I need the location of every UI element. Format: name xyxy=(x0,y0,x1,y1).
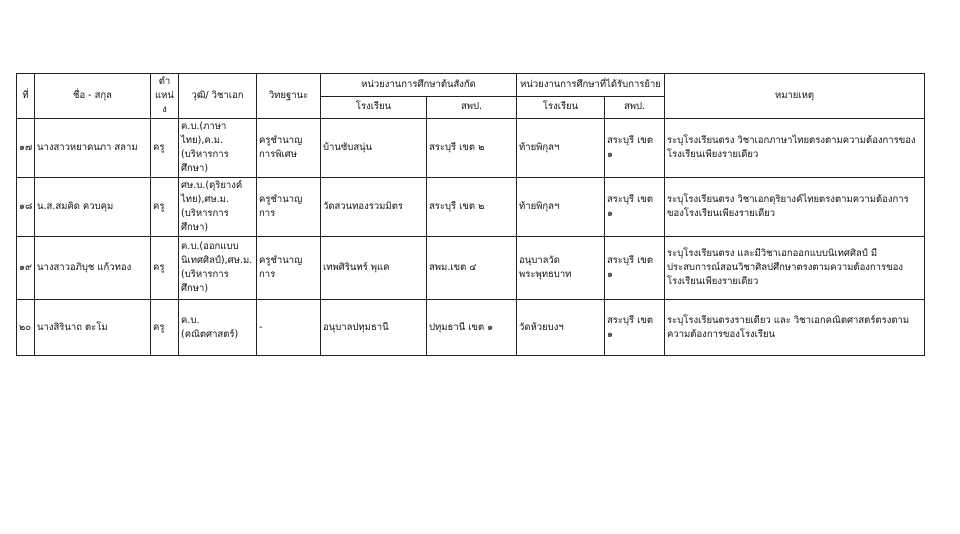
row-target-area: สระบุรี เขต ๑ xyxy=(605,178,665,237)
header-current-school: โรงเรียน xyxy=(321,96,427,119)
row-name: นางสาวหยาดนภา สลาม xyxy=(35,119,151,178)
header-current-unit: หน่วยงานการศึกษาต้นสังกัด xyxy=(321,74,517,97)
row-target-school: ท้ายพิกุลฯ xyxy=(517,178,605,237)
row-name: นางสิรินาถ ตะโม xyxy=(35,300,151,356)
row-target-area: สระบุรี เขต ๑ xyxy=(605,237,665,300)
header-remark: หมายเหตุ xyxy=(665,74,925,119)
row-current-school: วัดสวนทองรวมมิตร xyxy=(321,178,427,237)
row-position: ครู xyxy=(151,178,179,237)
header-target-unit: หน่วยงานการศึกษาที่ได้รับการย้าย xyxy=(517,74,665,97)
row-position: ครู xyxy=(151,237,179,300)
row-current-area: สระบุรี เขต ๒ xyxy=(427,119,517,178)
table-row xyxy=(17,178,925,237)
header-target-school: โรงเรียน xyxy=(517,96,605,119)
row-target-school: อนุบาลวัดพระพุทธบาท xyxy=(517,237,605,300)
row-standing: - xyxy=(257,300,321,356)
row-current-school: บ้านซับสนุ่น xyxy=(321,119,427,178)
row-standing: ครูชำนาญการพิเศษ xyxy=(257,119,321,178)
transfer-table xyxy=(16,73,925,356)
row-degree: ค.บ.(ออกแบบนิเทศศิลป์),ศษ.ม.(บริหารการศึกษา) xyxy=(179,237,257,300)
row-target-school: วัดห้วยบงฯ xyxy=(517,300,605,356)
row-name: น.ส.สมคิด ควบคุม xyxy=(35,178,151,237)
row-remark: ระบุโรงเรียนตรงรายเดียว และ วิชาเอกคณิตศาสตร์ตรงตามความต้องการของโรงเรียน xyxy=(665,300,925,356)
table-row xyxy=(17,119,925,178)
row-remark: ระบุโรงเรียนตรง วิชาเอกภาษาไทยตรงตามความต้องการของโรงเรียนเพียงรายเดียว xyxy=(665,119,925,178)
header-current-area: สพป. xyxy=(427,96,517,119)
row-degree: ค.บ.(ภาษาไทย),ค.ม.(บริหารการศึกษา) xyxy=(179,119,257,178)
row-position: ครู xyxy=(151,300,179,356)
row-target-area: สระบุรี เขต ๑ xyxy=(605,300,665,356)
header-no: ที่ xyxy=(17,74,35,119)
row-degree: ค.บ.(คณิตศาสตร์) xyxy=(179,300,257,356)
row-current-area: ปทุมธานี เขต ๑ xyxy=(427,300,517,356)
row-target-area: สระบุรี เขต ๑ xyxy=(605,119,665,178)
row-standing: ครูชำนาญการ xyxy=(257,237,321,300)
row-no: ๒๐ xyxy=(17,300,35,356)
row-no: ๑๘ xyxy=(17,178,35,237)
header-academic-standing: วิทยฐานะ xyxy=(257,74,321,119)
row-current-school: อนุบาลปทุมธานี xyxy=(321,300,427,356)
row-position: ครู xyxy=(151,119,179,178)
header-degree: วุฒิ/ วิชาเอก xyxy=(179,74,257,119)
row-no: ๑๙ xyxy=(17,237,35,300)
table-row xyxy=(17,300,925,356)
row-name: นางสาวอภิบุช แก้วทอง xyxy=(35,237,151,300)
row-current-area: สระบุรี เขต ๒ xyxy=(427,178,517,237)
row-degree: ศษ.บ.(ดุริยางค์ไทย),ศษ.ม.(บริหารการศึกษา) xyxy=(179,178,257,237)
row-remark: ระบุโรงเรียนตรง และมีวิชาเอกออกแบบนิเทศศิลป์ มีประสบการณ์สอนวิชาศิลปศึกษาตรงตามความต้องการของโรงเรียนเพียงรายเดียว xyxy=(665,237,925,300)
header-target-area: สพป. xyxy=(605,96,665,119)
header-position: ตำ แหน่ง xyxy=(151,74,179,119)
row-standing: ครูชำนาญการ xyxy=(257,178,321,237)
row-no: ๑๗ xyxy=(17,119,35,178)
row-target-school: ท้ายพิกุลฯ xyxy=(517,119,605,178)
row-current-area: สพม.เขต ๔ xyxy=(427,237,517,300)
row-remark: ระบุโรงเรียนตรง วิชาเอกดุริยางค์ไทยตรงตามความต้องการของโรงเรียนเพียงรายเดียว xyxy=(665,178,925,237)
table-row xyxy=(17,237,925,300)
header-name: ชื่อ - สกุล xyxy=(35,74,151,119)
row-current-school: เทพศิรินทร์ พุแค xyxy=(321,237,427,300)
